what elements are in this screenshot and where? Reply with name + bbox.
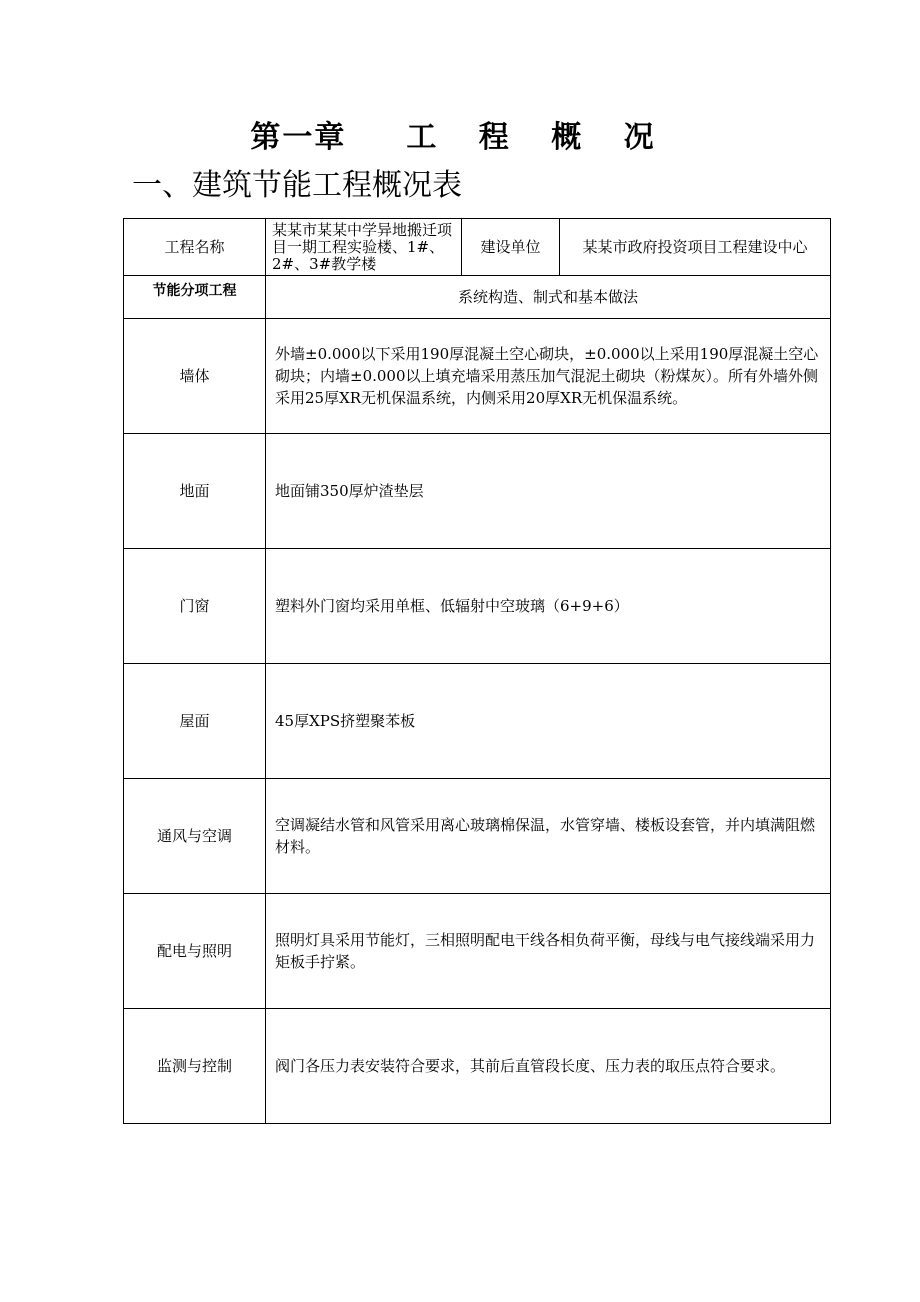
project-name-label: 工程名称 (124, 219, 266, 276)
project-info-row (124, 219, 831, 276)
row-item-desc: 塑料外门窗均采用单框、低辐射中空玻璃（6+9+6） (266, 549, 831, 664)
col-header-desc: 系统构造、制式和基本做法 (266, 276, 831, 319)
row-item-label: 墙体 (124, 319, 266, 434)
energy-overview-table (123, 218, 831, 1124)
column-header-row (124, 276, 831, 319)
row-item-label: 地面 (124, 434, 266, 549)
builder-label: 建设单位 (462, 219, 560, 276)
chapter-title (0, 112, 920, 156)
row-item-label: 门窗 (124, 549, 266, 664)
table-row (124, 894, 831, 1009)
table-row (124, 664, 831, 779)
table-row (124, 779, 831, 894)
row-item-desc: 阀门各压力表安装符合要求，其前后直管段长度、压力表的取压点符合要求。 (266, 1009, 831, 1124)
builder-value: 某某市政府投资项目工程建设中心 (560, 219, 831, 276)
row-item-desc: 空调凝结水管和风管采用离心玻璃棉保温，水管穿墙、楼板设套管，并内填满阻燃材料。 (266, 779, 831, 894)
col-header-item: 节能分项工程 (124, 276, 266, 319)
section-title: 一、建筑节能工程概况表 (132, 168, 462, 203)
row-item-desc: 外墙±0.000以下采用190厚混凝土空心砌块，±0.000以上采用190厚混凝土空心砌块；内墙±0.000以上填充墙采用蒸压加气混泥土砌块（粉煤灰）。所有外墙外侧采用25厚XR无机保温系统，内侧采用20厚XR无机保温系统。 (266, 319, 831, 434)
table-row (124, 319, 831, 434)
row-item-label: 通风与空调 (124, 779, 266, 894)
table-row (124, 1009, 831, 1124)
row-item-label: 监测与控制 (124, 1009, 266, 1124)
project-name-value: 某某市某某中学异地搬迁项目一期工程实验楼、1#、2#、3#教学楼 (266, 219, 462, 276)
row-item-desc: 45厚XPS挤塑聚苯板 (266, 664, 831, 779)
table-row (124, 549, 831, 664)
row-item-desc: 地面铺350厚炉渣垫层 (266, 434, 831, 549)
chapter-name: 工 程 概 况 (406, 120, 670, 155)
table-row (124, 434, 831, 549)
chapter-prefix: 第一章 (250, 120, 347, 155)
row-item-label: 屋面 (124, 664, 266, 779)
row-item-desc: 照明灯具采用节能灯，三相照明配电干线各相负荷平衡，母线与电气接线端采用力矩板手拧紧。 (266, 894, 831, 1009)
row-item-label: 配电与照明 (124, 894, 266, 1009)
